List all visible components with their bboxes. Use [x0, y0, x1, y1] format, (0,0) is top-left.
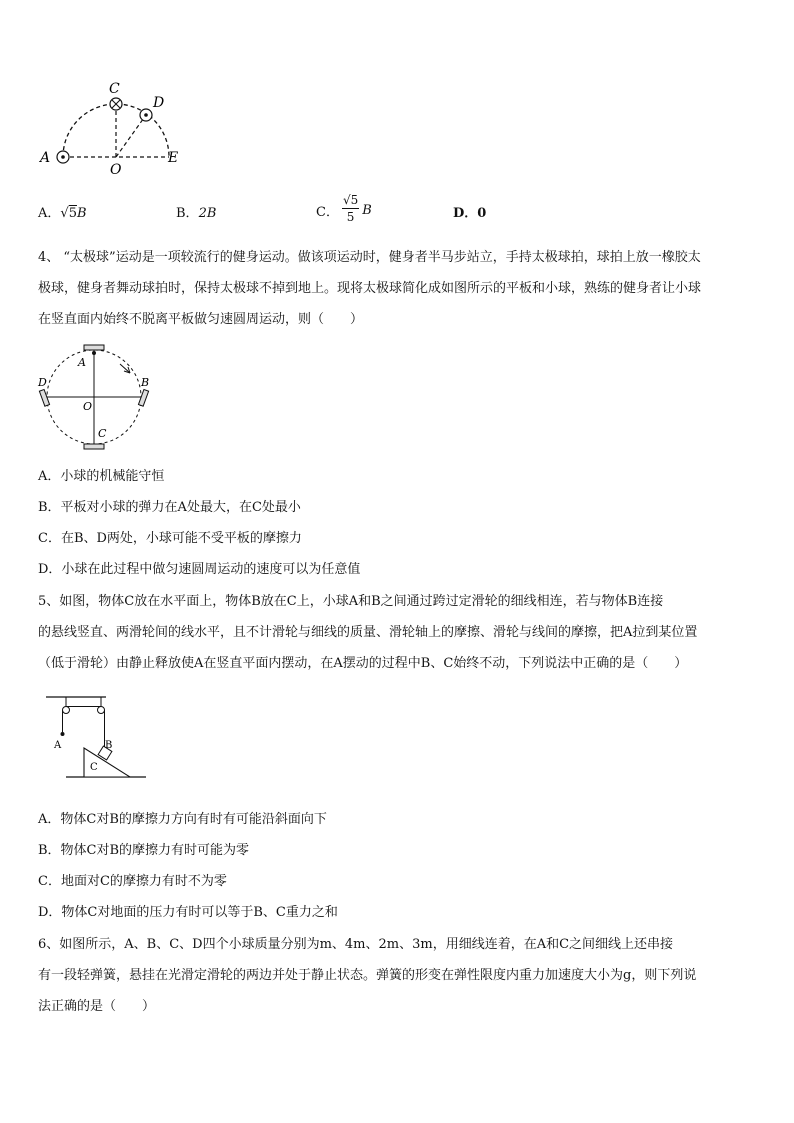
- figure-taiji-circle: [35, 340, 155, 455]
- fig4-label-o: O: [83, 400, 93, 413]
- q4-option-b: B．平板对小球的弹力在A处最大，在C处最小: [38, 500, 301, 515]
- q5-line-3: （低于滑轮）由静止释放使A在竖直平面内摆动，在A摆动的过程中B、C始终不动，下列说法中正确的是（ ）: [38, 656, 688, 671]
- fig1-label-a: A: [40, 150, 51, 166]
- fig1-label-e: E: [168, 150, 179, 166]
- q3-option-b: B．2B: [176, 206, 217, 221]
- figure-semicircle: [36, 80, 196, 180]
- fig5-label-a: A: [54, 740, 62, 751]
- fig5-label-b: B: [105, 740, 113, 751]
- figure-pulley-incline: [40, 688, 150, 783]
- q5-line-1: 5、如图，物体C放在水平面上，物体B放在C上，小球A和B之间通过跨过定滑轮的细线相连，若与物体B连接: [38, 594, 664, 609]
- fig1-label-o: O: [110, 162, 122, 178]
- fig4-label-c: C: [98, 427, 107, 440]
- q5-option-c: C．地面对C的摩擦力有时不为零: [38, 874, 227, 889]
- fig4-label-a: A: [78, 356, 86, 369]
- fig4-label-d: D: [38, 376, 47, 389]
- fig4-label-b: B: [141, 376, 150, 389]
- q4-option-d: D．小球在此过程中做匀速圆周运动的速度可以为任意值: [38, 562, 361, 577]
- fig1-label-d: D: [153, 95, 165, 111]
- q3-option-a: A．√5B: [38, 206, 87, 221]
- q5-option-d: D．物体C对地面的压力有时可以等于B、C重力之和: [38, 905, 338, 920]
- q5-line-2: 的悬线竖直、两滑轮间的线水平，且不计滑轮与细线的质量、滑轮轴上的摩擦、滑轮与线间的摩擦，把A拉到某位置: [38, 625, 698, 640]
- fraction: √5 5: [342, 193, 359, 224]
- q4-line-1: 4、 “太极球”运动是一项较流行的健身运动。做该项运动时，健身者半马步站立，手持太极球拍，球拍上放一橡胶太: [38, 250, 701, 265]
- q5-option-b: B．物体C对B的摩擦力有时可能为零: [38, 843, 250, 858]
- q4-line-3: 在竖直面内始终不脱离平板做匀速圆周运动，则（ ）: [38, 312, 364, 327]
- q4-option-c: C．在B、D两处，小球可能不受平板的摩擦力: [38, 531, 302, 546]
- q6-line-2: 有一段轻弹簧，悬挂在光滑定滑轮的两边并处于静止状态。弹簧的形变在弹性限度内重力加速度大小为g，则下列说: [38, 968, 697, 983]
- q3-option-c: C． √5 5 B: [316, 193, 372, 224]
- fig5-label-c: C: [90, 762, 98, 773]
- q3-option-d: D．0: [453, 206, 487, 221]
- q4-option-a: A．小球的机械能守恒: [38, 469, 165, 484]
- q6-line-1: 6、如图所示，A、B、C、D四个小球质量分别为m、4m、2m、3m，用细线连着，在A和C之间细线上还串接: [38, 937, 674, 952]
- q4-line-2: 极球，健身者舞动球拍时，保持太极球不掉到地上。现将太极球简化成如图所示的平板和小球，熟练的健身者让小球: [38, 281, 702, 296]
- fig1-label-c: C: [109, 81, 120, 97]
- q5-option-a: A．物体C对B的摩擦力方向有时有可能沿斜面向下: [38, 812, 327, 827]
- q6-line-3: 法正确的是（ ）: [38, 999, 156, 1014]
